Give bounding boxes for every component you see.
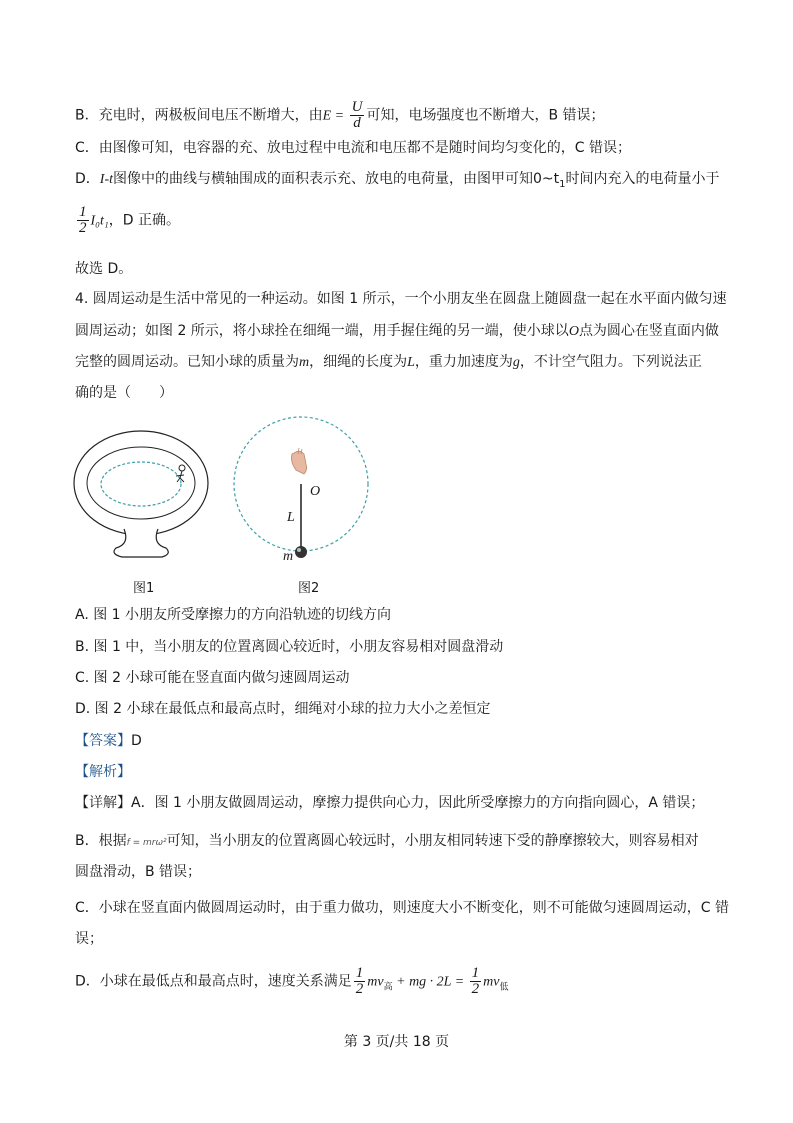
option-b: B. 图 1 中，当小朋友的位置离圆心较近时，小朋友容易相对圆盘滑动 <box>75 639 504 655</box>
subscript: 低 <box>499 982 509 993</box>
label-m: m <box>283 549 294 564</box>
answer-line <box>75 731 725 751</box>
math-var: m <box>299 355 310 370</box>
numerator: 1 <box>471 965 480 981</box>
math-term: mv <box>483 974 500 990</box>
ball <box>295 546 307 558</box>
analysis-label-line <box>75 762 725 782</box>
prev-answer: 故选 D。 <box>75 261 133 277</box>
figure-2-caption: 图2 <box>298 581 320 596</box>
text: ，重力加速度为 <box>414 354 513 370</box>
text: 可知，当小朋友的位置离圆心较远时，小朋友相同转速下受的静摩擦较大，则容易相对 <box>166 833 699 849</box>
text: ，不计空气阻力。下列说法正 <box>519 354 702 370</box>
analysis-b-cont: 圆盘滑动，B 错误； <box>75 864 202 880</box>
question-line-2 <box>75 321 725 342</box>
analysis-label: 【解析】 <box>75 764 131 780</box>
question-line-3 <box>75 352 725 373</box>
option-a: A. 图 1 小朋友所受摩擦力的方向沿轨迹的切线方向 <box>75 607 392 623</box>
text: D． <box>75 171 100 187</box>
equals-sign: = <box>331 108 348 124</box>
analysis-c: C．小球在竖直面内做圆周运动时，由于重力做功，则速度大小不断变化，则不可能做匀速圆周运动，C 错 <box>75 900 729 916</box>
disk-inner-rim <box>87 447 195 519</box>
text: 圆周运动；如图 2 所示，将小球拴在细绳一端，用手握住绳的另一端，使小球以 <box>75 323 569 339</box>
fraction <box>350 100 365 131</box>
question-line-1: 4. 圆周运动是生活中常见的一种运动。如图 1 所示，一个小朋友坐在圆盘上随圆盘一起在水平面内做匀速 <box>75 291 727 307</box>
numerator: 1 <box>355 965 364 981</box>
figure-1-caption: 图1 <box>133 581 155 596</box>
text: B．根据 <box>75 833 127 849</box>
math-var: I-t <box>99 172 113 187</box>
denominator: d <box>353 115 361 131</box>
text: 0~t <box>533 171 560 187</box>
figure-2-vertical-circle <box>230 414 375 564</box>
denominator: 2 <box>355 981 364 997</box>
option-d: D. 图 2 小球在最低点和最高点时，细绳对小球的拉力大小之差恒定 <box>75 701 491 717</box>
prev-option-c: C．由图像可知，电容器的充、放电过程中电流和电压都不是随时间均匀变化的，C 错误； <box>75 140 631 156</box>
label-l: L <box>287 510 295 525</box>
math-term: mv <box>367 974 384 990</box>
text: 图像中的曲线与横轴围成的面积表示充、放电的电荷量，由图甲可知 <box>113 171 533 187</box>
analysis-a <box>75 793 725 813</box>
math-var: E <box>322 108 332 124</box>
text: ，细绳的长度为 <box>309 354 408 370</box>
math-var: O <box>568 324 579 339</box>
text: B．充电时，两极板间电压不断增大，由 <box>75 107 323 124</box>
option-c: C. 图 2 小球可能在竖直面内做匀速圆周运动 <box>75 670 350 686</box>
subscript: 1 <box>559 178 566 190</box>
text: 完整的圆周运动。已知小球的质量为 <box>75 354 299 370</box>
prev-option-d <box>75 169 725 195</box>
subscript: 高 <box>383 982 393 993</box>
ball-highlight <box>297 548 301 552</box>
analysis-c-cont: 误； <box>75 931 103 947</box>
math-var: L <box>407 355 415 370</box>
analysis-d <box>75 966 725 997</box>
denominator: 2 <box>471 981 480 997</box>
question-line-4: 确的是（ ） <box>75 385 173 401</box>
page-footer: 第 3 页/共 18 页 <box>343 1034 450 1050</box>
numerator: 1 <box>79 204 87 220</box>
text: A．图 1 小朋友做圆周运动，摩擦力提供向心力，因此所受摩擦力的方向指向圆心，A 错误； <box>131 795 705 811</box>
fraction <box>470 966 482 997</box>
denominator: 2 <box>79 220 87 236</box>
hand-icon <box>292 448 307 474</box>
analysis-b <box>75 831 725 853</box>
label-o: O <box>310 484 321 499</box>
answer-value: D <box>131 733 142 749</box>
text: D．小球在最低点和最高点时，速度关系满足 <box>75 973 352 990</box>
fraction <box>77 205 89 236</box>
math-expr: + mg · 2L = <box>392 974 468 990</box>
math-expr: I₀t₁ <box>90 213 109 229</box>
text: ，D 正确。 <box>108 212 181 229</box>
numerator: U <box>351 99 363 115</box>
text: 时间内充入的电荷量小于 <box>565 171 720 187</box>
prev-option-b <box>75 100 725 131</box>
formula: f = mrω² <box>126 838 167 848</box>
math-var: g <box>512 355 520 370</box>
text: 可知，电场强度也不断增大，B 错误； <box>366 107 605 124</box>
fraction <box>354 966 366 997</box>
prev-option-d-cont <box>75 205 725 236</box>
detail-label: 【详解】 <box>75 795 131 811</box>
answer-label: 【答案】 <box>75 733 131 749</box>
figure-1-turntable <box>72 426 212 566</box>
text: 点为圆心在竖直面内做 <box>578 323 719 339</box>
